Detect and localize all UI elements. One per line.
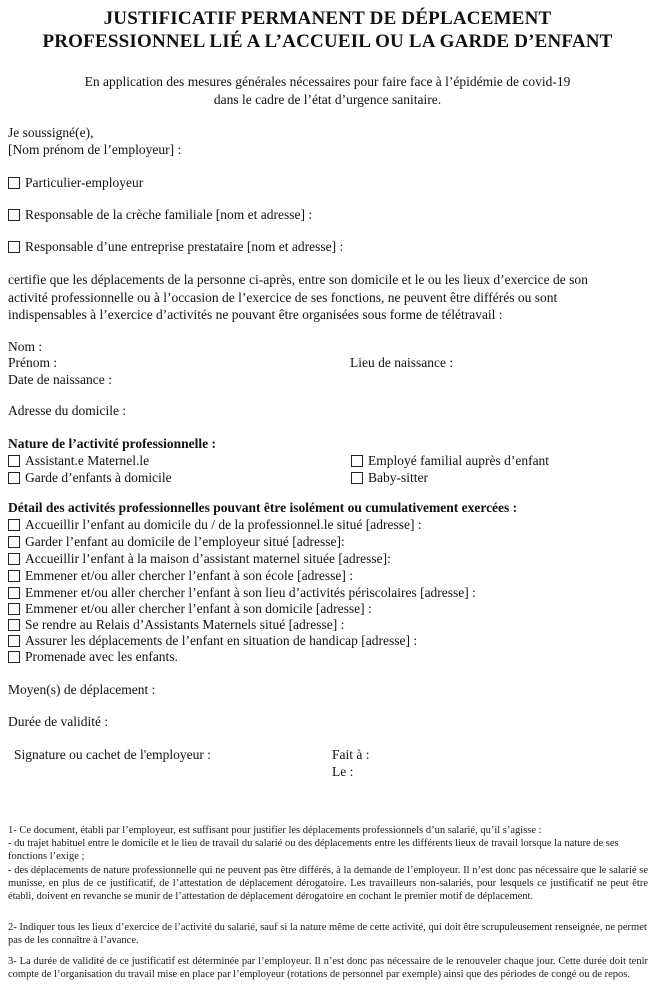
moyens-deplacement-label: Moyen(s) de déplacement : <box>8 682 156 697</box>
detail-item-promenade[interactable] <box>8 649 178 665</box>
lieu-naissance-label: Lieu de naissance : <box>350 355 454 370</box>
nature-option-employe-familial[interactable] <box>351 453 549 469</box>
detail-item-label: Accueillir l’enfant à la maison d’assistant maternel située [adresse]: <box>25 551 391 566</box>
detail-item-label: Emmener et/ou aller chercher l’enfant à son domicile [adresse] : <box>25 601 372 616</box>
nature-option-assistant[interactable] <box>8 453 149 469</box>
employer-type-label: Responsable d’une entreprise prestataire [nom et adresse] : <box>25 239 344 254</box>
footnote-1-b: - des déplacements de nature professionnelle qui ne peuvent pas être différés, à la demande de l’employeur. Il n’est donc pas nécessaire que le salarié se munisse, en plus de ce justificatif, de l’attestation de déplacement dérogatoire. Les travailleurs non-salariés, pour lesquels ce justificatif ne peut être établi, doivent en revanche se munir de l’attestation de déplacement dérogatoire en cochant le premier motif de déplacement. <box>8 865 648 903</box>
certify-text-line1: certifie que les déplacements de la personne ci-après, entre son domicile et le ou les lieux d’exercice de son <box>8 272 588 287</box>
detail-item-garder-domicile[interactable] <box>8 534 345 550</box>
signature-label: Signature ou cachet de l'employeur : <box>14 747 211 762</box>
duree-validite-label: Durée de validité : <box>8 714 109 729</box>
adresse-domicile-label: Adresse du domicile : <box>8 403 127 418</box>
checkbox[interactable] <box>351 455 363 467</box>
detail-item-relais[interactable] <box>8 617 344 633</box>
detail-item-label: Emmener et/ou aller chercher l’enfant à son lieu d’activités périscolaires [adresse] : <box>25 585 476 600</box>
fait-a-label: Fait à : <box>332 747 370 762</box>
nature-option-label: Assistant.e Maternel.le <box>25 453 150 468</box>
le-label: Le : <box>332 764 354 779</box>
nature-heading: Nature de l’activité professionnelle : <box>8 436 216 451</box>
soussigne-label: Je soussigné(e), <box>8 125 94 140</box>
detail-item-label: Assurer les déplacements de l’enfant en situation de handicap [adresse] : <box>25 633 418 648</box>
subtitle-line2: dans le cadre de l’état d’urgence sanitaire. <box>213 92 442 107</box>
nature-option-label: Employé familial auprès d’enfant <box>368 453 550 468</box>
detail-item-periscolaire[interactable] <box>8 585 476 601</box>
detail-item-label: Garder l’enfant au domicile de l’employeur situé [adresse]: <box>25 534 345 549</box>
detail-item-label: Se rendre au Relais d’Assistants Maternels situé [adresse] : <box>25 617 345 632</box>
checkbox[interactable] <box>8 603 20 615</box>
checkbox[interactable] <box>8 241 20 253</box>
checkbox[interactable] <box>8 455 20 467</box>
details-heading: Détail des activités professionnelles pouvant être isolément ou cumulativement exercées : <box>8 500 518 515</box>
prenom-label: Prénom : <box>8 355 58 370</box>
date-naissance-label: Date de naissance : <box>8 372 112 387</box>
employer-type-label: Responsable de la crèche familiale [nom et adresse] : <box>25 207 313 222</box>
checkbox[interactable] <box>8 619 20 631</box>
document-title-line1: JUSTIFICATIF PERMANENT DE DÉPLACEMENT <box>103 8 552 29</box>
detail-item-handicap[interactable] <box>8 633 417 649</box>
detail-item-domicile[interactable] <box>8 601 372 617</box>
footnote-3: 3- La durée de validité de ce justificatif est déterminée par l’employeur. Il n’est donc pas nécessaire de le renouveler chaque jour. Cette durée doit tenir compte de l’organisation du travail mise en place par l’employeur (rotations de personnel par exemple) ainsi que des périodes de congé ou de repos. <box>8 956 648 981</box>
certify-text-line2: activité professionnelle ou à l’occasion de l’exercice de ses fonctions, ne peuvent être différés ou sont <box>8 290 558 305</box>
nature-option-baby-sitter[interactable] <box>351 470 428 486</box>
document-title-line2: PROFESSIONNEL LIÉ A L’ACCUEIL OU LA GARDE D’ENFANT <box>42 31 613 52</box>
checkbox[interactable] <box>8 635 20 647</box>
footnote-2: 2- Indiquer tous les lieux d’exercice de l’activité du salarié, sauf si la nature même de cette activité, qui doit être scrupuleusement renseignée, ne permet pas de les connaître à l’avance. <box>8 922 647 947</box>
checkbox[interactable] <box>8 651 20 663</box>
checkbox[interactable] <box>8 472 20 484</box>
checkbox[interactable] <box>8 587 20 599</box>
footnote-1-intro: 1- Ce document, établi par l’employeur, est suffisant pour justifier les déplacements professionnels d’un salarié, qu’il s’agisse : <box>8 825 542 836</box>
checkbox[interactable] <box>8 519 20 531</box>
checkbox[interactable] <box>8 209 20 221</box>
checkbox[interactable] <box>8 553 20 565</box>
detail-item-label: Accueillir l’enfant au domicile du / de la professionnel.le situé [adresse] : <box>25 517 422 532</box>
employer-name-label: [Nom prénom de l’employeur] : <box>8 142 182 157</box>
nom-label: Nom : <box>8 339 43 354</box>
employer-type-label: Particulier-employeur <box>25 175 144 190</box>
employer-type-creche[interactable] <box>8 207 312 223</box>
checkbox[interactable] <box>8 570 20 582</box>
nature-option-label: Garde d’enfants à domicile <box>25 470 172 485</box>
employer-type-particulier[interactable] <box>8 175 143 191</box>
detail-item-accueillir-domicile[interactable] <box>8 517 422 533</box>
detail-item-maison-assistant[interactable] <box>8 551 391 567</box>
detail-item-label: Emmener et/ou aller chercher l’enfant à son école [adresse] : <box>25 568 353 583</box>
checkbox[interactable] <box>351 472 363 484</box>
employer-type-entreprise[interactable] <box>8 239 343 255</box>
detail-item-ecole[interactable] <box>8 568 353 584</box>
footnote-1-a: - du trajet habituel entre le domicile et le lieu de travail du salarié ou des déplacements entre les différents lieux de travail lorsque la nature de ses fonctions l’exige ; <box>8 838 619 863</box>
subtitle-line1: En application des mesures générales nécessaires pour faire face à l’épidémie de covid-19 <box>84 74 571 89</box>
certify-text-line3: indispensables à l’exercice d’activités ne pouvant être organisées sous forme de télétravail : <box>8 307 503 322</box>
nature-option-label: Baby-sitter <box>368 470 428 485</box>
checkbox[interactable] <box>8 177 20 189</box>
checkbox[interactable] <box>8 536 20 548</box>
nature-option-garde[interactable] <box>8 470 172 486</box>
detail-item-label: Promenade avec les enfants. <box>25 649 178 664</box>
